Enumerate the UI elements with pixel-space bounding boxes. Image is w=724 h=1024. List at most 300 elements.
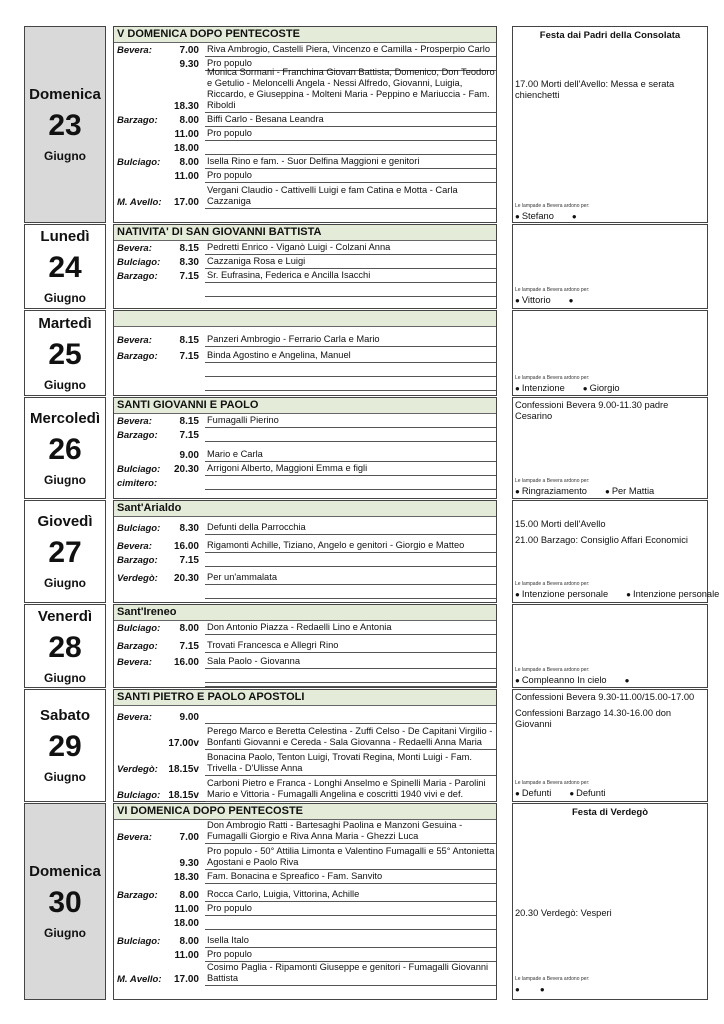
mass-row xyxy=(114,683,496,687)
mass-place xyxy=(114,283,162,297)
mass-time: 18.30 xyxy=(173,101,199,112)
mass-intention xyxy=(205,517,496,535)
mass-intention xyxy=(205,283,496,297)
notes-column xyxy=(512,397,708,499)
intention-text: Monica Sormani - Franchina Giovan Battista, Domenico, Don Teodoro e Getulio - Meloncelli Angela - Nessi Alfredo, Giovanni, Luigia, Riccardo, e Giuseppina - Molteni Maria - Peppino e Mariuccia - Fam. Riboldi xyxy=(207,67,495,110)
mass-time: 8.15 xyxy=(179,335,199,346)
mass-place: Barzago: xyxy=(117,890,158,901)
intention-text: Mario e Carla xyxy=(207,449,263,459)
lamp-label: Le lampade a Bevera ardono per: xyxy=(515,375,590,381)
mass-intention xyxy=(205,567,496,585)
mass-time: 11.00 xyxy=(174,171,199,182)
mass-intentions xyxy=(113,224,497,309)
lamp-intention xyxy=(625,675,632,685)
mass-row xyxy=(114,442,496,462)
mass-row xyxy=(114,241,496,255)
mass-intention xyxy=(205,269,496,283)
mass-row xyxy=(114,962,496,986)
mass-row xyxy=(114,535,496,553)
day-month: Giugno xyxy=(44,377,86,392)
note-text: 20.30 Verdegò: Vesperi xyxy=(515,908,612,918)
day-number: 26 xyxy=(48,432,82,466)
lamp-intention: ● Stefano xyxy=(515,211,554,221)
mass-row xyxy=(114,414,496,428)
day-month: Giugno xyxy=(44,770,86,784)
mass-row xyxy=(114,476,496,490)
day-name: Venerdì xyxy=(37,607,93,625)
intention-text: Sala Paolo - Giovanna xyxy=(207,656,301,666)
mass-intentions xyxy=(113,397,497,499)
mass-intention xyxy=(205,67,496,113)
mass-intention xyxy=(205,884,496,902)
mass-row xyxy=(114,43,496,57)
mass-row xyxy=(114,553,496,567)
day-name: Lunedì xyxy=(40,228,90,245)
mass-row xyxy=(114,155,496,169)
mass-time xyxy=(162,585,205,599)
mass-place xyxy=(114,363,162,377)
mass-intentions xyxy=(113,803,497,1000)
mass-place: Bevera: xyxy=(117,416,152,427)
lamp-intention: ● Giorgio xyxy=(583,383,620,393)
mass-time: 7.00 xyxy=(179,45,199,56)
feast-title: SANTI GIOVANNI E PAOLO xyxy=(114,398,496,414)
day-name: Giovedì xyxy=(37,513,93,530)
mass-place: Verdegò: xyxy=(117,573,158,584)
mass-time: 17.00 xyxy=(173,974,199,985)
mass-place: Barzago: xyxy=(117,271,158,282)
intention-text: Carboni Pietro e Franca - Longhi Anselmo e Spinelli Maria - Parolini Mario e Vittoria - Fumagalli Angelina e coscritti 1940 vivi e def. xyxy=(207,778,486,799)
intention-text: Rigamonti Achille, Tiziano, Angelo e genitori - Giorgio e Matteo xyxy=(207,540,465,550)
lamp-label: Le lampade a Bevera ardono per: xyxy=(515,287,590,293)
mass-row xyxy=(114,269,496,283)
day-number: 27 xyxy=(48,536,82,569)
note-text: Confessioni Bevera 9.00-11.30 padre Cesarino xyxy=(515,400,669,421)
day-month: Giugno xyxy=(44,576,86,590)
mass-intention xyxy=(205,948,496,962)
mass-place: Bevera: xyxy=(117,243,152,254)
mass-row xyxy=(114,948,496,962)
lamp-label: Le lampade a Bevera ardono per: xyxy=(515,976,590,982)
mass-intention xyxy=(205,683,496,687)
mass-time: 18.30 xyxy=(173,872,199,883)
mass-time: 9.00 xyxy=(179,712,199,723)
mass-place: Bevera: xyxy=(117,45,152,56)
intention-text: Pro populo xyxy=(207,58,252,68)
mass-place xyxy=(114,870,162,884)
feast-title xyxy=(114,311,496,327)
mass-intention xyxy=(205,428,496,442)
mass-place: Barzago: xyxy=(117,641,158,652)
intention-text: Fam. Bonacina e Spreafico - Fam. Sanvito xyxy=(207,871,383,881)
notes-column xyxy=(512,803,708,1000)
lamp-names xyxy=(515,295,575,305)
mass-intention xyxy=(205,653,496,669)
note-text: 15.00 Morti dell'Avello xyxy=(515,519,606,529)
lamp-label: Le lampade a Bevera ardono per: xyxy=(515,203,590,209)
mass-place: Bulciago: xyxy=(117,157,161,168)
day-block xyxy=(24,689,708,802)
mass-row xyxy=(114,706,496,724)
mass-intention xyxy=(205,113,496,127)
day-number: 30 xyxy=(48,886,82,919)
mass-row xyxy=(114,776,496,802)
mass-time xyxy=(162,283,205,297)
mass-time: 8.00 xyxy=(179,623,199,634)
lamp-names xyxy=(515,675,631,685)
mass-place: Barzago: xyxy=(117,555,158,566)
lamp-names xyxy=(515,984,547,994)
day-header xyxy=(24,604,106,688)
mass-intention xyxy=(205,553,496,567)
day-header xyxy=(24,26,106,223)
mass-row xyxy=(114,669,496,683)
mass-row xyxy=(114,327,496,347)
mass-row xyxy=(114,635,496,653)
mass-time: 18.15v xyxy=(168,790,199,801)
mass-place xyxy=(114,669,162,683)
day-block xyxy=(24,310,708,396)
intention-text: Fumagalli Pierino xyxy=(207,415,279,425)
lamp-names xyxy=(515,788,606,798)
intention-text: Isella Italo xyxy=(207,935,249,945)
mass-row xyxy=(114,820,496,844)
intention-text: Perego Marco e Beretta Celestina - Zuffi Celso - De Capitani Virgilio - Bonfanti Giovanni e Cereda - Sala Giovanna - Redaelli Anna Maria xyxy=(207,726,493,747)
intention-text: Pro populo xyxy=(207,949,252,959)
mass-time: 7.15 xyxy=(179,555,199,566)
lamp-intention: ● Defunti xyxy=(569,788,605,798)
mass-row xyxy=(114,377,496,391)
day-header xyxy=(24,397,106,499)
mass-row xyxy=(114,844,496,870)
feast-title: SANTI PIETRO E PAOLO APOSTOLI xyxy=(114,690,496,706)
intention-text: Rocca Carlo, Luigia, Vittorina, Achille xyxy=(207,889,360,899)
mass-intention xyxy=(205,442,496,462)
mass-intention xyxy=(205,255,496,269)
lamp-intention: ● Defunti xyxy=(515,788,551,798)
feast-title: V DOMENICA DOPO PENTECOSTE xyxy=(114,27,496,43)
mass-time: 8.00 xyxy=(179,115,199,126)
day-header xyxy=(24,803,106,1000)
intention-text: Don Antonio Piazza - Redaelli Lino e Antonia xyxy=(207,622,392,632)
mass-row xyxy=(114,462,496,476)
mass-place xyxy=(114,948,162,962)
mass-row xyxy=(114,363,496,377)
day-number: 29 xyxy=(48,730,82,763)
mass-place: Bulciago: xyxy=(117,936,161,947)
mass-intention xyxy=(205,414,496,428)
mass-time: 8.15 xyxy=(179,243,199,254)
mass-time: 18.00 xyxy=(173,143,199,154)
intention-text: Isella Rino e fam. - Suor Delfina Maggioni e genitori xyxy=(207,156,420,166)
mass-time: 11.00 xyxy=(174,904,199,915)
lamp-intention: ● Compleanno In cielo xyxy=(515,675,607,685)
intention-text: Arrigoni Alberto, Maggioni Emma e figli xyxy=(207,463,368,473)
mass-time xyxy=(162,377,205,391)
mass-intention xyxy=(205,776,496,802)
mass-place: Bevera: xyxy=(117,657,152,668)
mass-place: Verdegò: xyxy=(117,764,158,775)
mass-intention xyxy=(205,585,496,599)
mass-row xyxy=(114,169,496,183)
note-text: Confessioni Bevera 9.30-11.00/15.00-17.00 xyxy=(515,692,695,702)
note-text: 17.00 Morti dell'Avello: Messa e serata chienchetti xyxy=(515,79,675,100)
mass-time xyxy=(162,476,205,490)
mass-intentions xyxy=(113,26,497,223)
day-block xyxy=(24,604,708,688)
day-month: Giugno xyxy=(44,670,86,685)
mass-time: 18.00 xyxy=(173,918,199,929)
day-month: Giugno xyxy=(44,291,86,305)
lamp-intention: ● Intenzione xyxy=(515,383,565,393)
mass-time: 16.00 xyxy=(173,657,199,668)
mass-time xyxy=(162,669,205,683)
mass-time: 9.30 xyxy=(179,59,199,70)
mass-place xyxy=(114,724,162,750)
mass-intentions xyxy=(113,604,497,688)
mass-time: 8.30 xyxy=(179,523,199,534)
mass-time: 11.00 xyxy=(174,950,199,961)
mass-row xyxy=(114,653,496,669)
mass-intention xyxy=(205,169,496,183)
mass-row xyxy=(114,255,496,269)
lamp-intention: ● Intenzione personale xyxy=(515,589,608,599)
mass-time: 8.00 xyxy=(179,936,199,947)
mass-row xyxy=(114,283,496,297)
mass-intention xyxy=(205,844,496,870)
notes-title: Festa di Verdegò xyxy=(571,807,649,818)
mass-row xyxy=(114,621,496,635)
day-header xyxy=(24,310,106,396)
mass-place: cimitero: xyxy=(117,478,158,489)
feast-title: Sant'Ireneo xyxy=(114,605,496,621)
note-text: Confessioni Barzago 14.30-16.00 don Giovanni xyxy=(515,708,672,729)
mass-place: Bulciago: xyxy=(117,523,161,534)
mass-time: 17.00 xyxy=(173,197,199,208)
mass-time: 7.00 xyxy=(179,832,199,843)
mass-place: Bevera: xyxy=(117,335,152,346)
mass-row xyxy=(114,428,496,442)
mass-time xyxy=(162,363,205,377)
day-name: Domenica xyxy=(29,86,101,103)
mass-place: Bulciago: xyxy=(117,623,161,634)
mass-intention xyxy=(205,43,496,57)
lamp-intention: ● Ringraziamento xyxy=(515,486,587,496)
mass-row xyxy=(114,113,496,127)
mass-place xyxy=(114,844,162,870)
mass-place xyxy=(114,71,162,113)
lamp-names xyxy=(515,486,654,496)
lamp-intention: ● Vittorio xyxy=(515,295,551,305)
mass-time: 9.00 xyxy=(179,450,199,461)
mass-row xyxy=(114,930,496,948)
lamp-intention: ● Intenzione personale xyxy=(626,589,719,599)
mass-row xyxy=(114,724,496,750)
mass-time: 7.15 xyxy=(179,271,199,282)
mass-intention xyxy=(205,363,496,377)
intention-text: Pro populo xyxy=(207,903,252,913)
mass-intention xyxy=(205,724,496,750)
note-text: 21.00 Barzago: Consiglio Affari Economici xyxy=(515,535,688,545)
mass-intentions xyxy=(113,689,497,802)
mass-intention xyxy=(205,820,496,844)
mass-intention xyxy=(205,535,496,553)
intention-text: Pedretti Enrico - Viganò Luigi - Colzani Anna xyxy=(207,242,391,252)
mass-intention xyxy=(205,327,496,347)
intention-text: Pro populo - 50° Attilia Limonta e Valentino Fumagalli e 55° Antonietta Agostani e Paolo Riva xyxy=(207,846,495,867)
day-block xyxy=(24,500,720,603)
day-name: Domenica xyxy=(29,863,101,880)
mass-place xyxy=(114,57,162,71)
lamp-label: Le lampade a Bevera ardono per: xyxy=(515,780,590,786)
intention-text: Vergani Claudio - Cattivelli Luigi e fam Catina e Motta - Carla Cazzaniga xyxy=(207,185,458,206)
mass-row xyxy=(114,750,496,776)
intention-text: Biffi Carlo - Besana Leandra xyxy=(207,114,324,124)
mass-row xyxy=(114,567,496,585)
mass-intention xyxy=(205,155,496,169)
day-block xyxy=(24,224,708,309)
day-header xyxy=(24,224,106,309)
mass-intention xyxy=(205,706,496,724)
mass-place: Bulciago: xyxy=(117,257,161,268)
lamp-names xyxy=(515,383,620,393)
notes-column xyxy=(512,604,708,688)
mass-time: 7.15 xyxy=(179,430,199,441)
lamp-intention: ● Per Mattia xyxy=(605,486,654,496)
day-name: Mercoledì xyxy=(29,409,101,427)
intention-text: Per un'ammalata xyxy=(207,572,277,582)
mass-time: 20.30 xyxy=(173,573,199,584)
mass-place xyxy=(114,585,162,599)
mass-time: 11.00 xyxy=(174,129,199,140)
mass-place: M. Avello: xyxy=(117,974,162,985)
mass-place: Bevera: xyxy=(117,712,152,723)
mass-time: 17.00v xyxy=(168,738,199,749)
day-month: Giugno xyxy=(44,926,86,940)
mass-intention xyxy=(205,635,496,653)
intention-text: Defunti della Parrocchia xyxy=(207,522,306,532)
lamp-label: Le lampade a Bevera ardono per: xyxy=(515,581,590,587)
mass-row xyxy=(114,585,496,599)
mass-intention xyxy=(205,962,496,986)
day-header xyxy=(24,500,106,603)
mass-row xyxy=(114,183,496,209)
mass-intention xyxy=(205,902,496,916)
intention-text: Cazzaniga Rosa e Luigi xyxy=(207,256,306,266)
day-block xyxy=(24,26,708,223)
mass-time xyxy=(162,683,205,687)
mass-place: Barzago: xyxy=(117,351,158,362)
intention-text: Sr. Eufrasina, Federica e Ancilla Isacchi xyxy=(207,270,371,280)
mass-place: Barzago: xyxy=(117,115,158,126)
intention-text: Don Ambrogio Ratti - Bartesaghi Paolina e Manzoni Gesuina - Fumagalli Giorgio e Riva Anna Maria - Ghezzi Luca xyxy=(207,820,463,841)
lamp-names xyxy=(515,589,719,599)
mass-place xyxy=(114,377,162,391)
mass-place: M. Avello: xyxy=(117,197,162,208)
mass-place xyxy=(114,169,162,183)
mass-place xyxy=(114,141,162,155)
day-header xyxy=(24,689,106,802)
mass-intention xyxy=(205,669,496,683)
notes-column xyxy=(512,26,708,223)
notes-column xyxy=(512,224,708,309)
mass-time: 8.30 xyxy=(179,257,199,268)
mass-row xyxy=(114,347,496,363)
mass-row xyxy=(114,884,496,902)
mass-time: 7.15 xyxy=(179,351,199,362)
mass-intention xyxy=(205,476,496,490)
day-name: Martedì xyxy=(38,314,92,332)
feast-title: NATIVITA' DI SAN GIOVANNI BATTISTA xyxy=(114,225,496,241)
mass-time: 8.15 xyxy=(179,416,199,427)
mass-time: 16.00 xyxy=(173,541,199,552)
mass-time: 7.15 xyxy=(179,641,199,652)
mass-time: 20.30 xyxy=(173,464,199,475)
mass-intentions xyxy=(113,500,497,603)
mass-time: 9.30 xyxy=(179,858,199,869)
mass-row xyxy=(114,517,496,535)
mass-time: 18.15v xyxy=(168,764,199,775)
day-block xyxy=(24,803,708,1000)
notes-column xyxy=(512,500,720,603)
mass-intention xyxy=(205,930,496,948)
feast-title: Sant'Arialdo xyxy=(114,501,496,517)
mass-place xyxy=(114,127,162,141)
day-number: 28 xyxy=(48,630,82,664)
mass-place xyxy=(114,902,162,916)
mass-intention xyxy=(205,621,496,635)
mass-place xyxy=(114,683,162,687)
mass-intention xyxy=(205,750,496,776)
mass-intention xyxy=(205,870,496,884)
intention-text: Pro populo xyxy=(207,128,252,138)
lamp-intention xyxy=(572,211,579,221)
mass-intention xyxy=(205,377,496,391)
lamp-intention xyxy=(515,984,522,994)
mass-time: 8.00 xyxy=(179,890,199,901)
day-month: Giugno xyxy=(44,149,86,163)
lamp-names xyxy=(515,211,579,221)
intention-text: Trovati Francesca e Allegri Rino xyxy=(207,640,339,650)
notes-column xyxy=(512,689,708,802)
mass-place: Barzago: xyxy=(117,430,158,441)
intention-text: Cosimo Paglia - Ripamonti Giuseppe e genitori - Fumagalli Giovanni Battista xyxy=(207,962,489,983)
mass-row xyxy=(114,67,496,113)
notes-title: Festa dai Padri della Consolata xyxy=(539,30,681,41)
day-number: 25 xyxy=(48,337,82,371)
lamp-intention xyxy=(540,984,547,994)
mass-row xyxy=(114,916,496,930)
lamp-label: Le lampade a Bevera ardono per: xyxy=(515,478,590,484)
mass-intention xyxy=(205,141,496,155)
mass-intention xyxy=(205,127,496,141)
mass-row xyxy=(114,141,496,155)
lamp-label: Le lampade a Bevera ardono per: xyxy=(515,667,590,673)
mass-place: Bulciago: xyxy=(117,790,161,801)
intention-text: Panzeri Ambrogio - Ferrario Carla e Mario xyxy=(207,334,380,344)
day-block xyxy=(24,397,708,499)
mass-row xyxy=(114,902,496,916)
day-number: 23 xyxy=(48,109,82,142)
mass-time: 8.00 xyxy=(179,157,199,168)
mass-intention xyxy=(205,241,496,255)
mass-place: Bevera: xyxy=(117,541,152,552)
intention-text: Bonacina Paolo, Tenton Luigi, Trovati Regina, Monti Luigi - Fam. Trivella - D'Ulisse Anna xyxy=(207,752,472,773)
mass-place: Bulciago: xyxy=(117,464,161,475)
mass-place: Bevera: xyxy=(117,832,152,843)
mass-place xyxy=(114,916,162,930)
lamp-intention xyxy=(569,295,576,305)
